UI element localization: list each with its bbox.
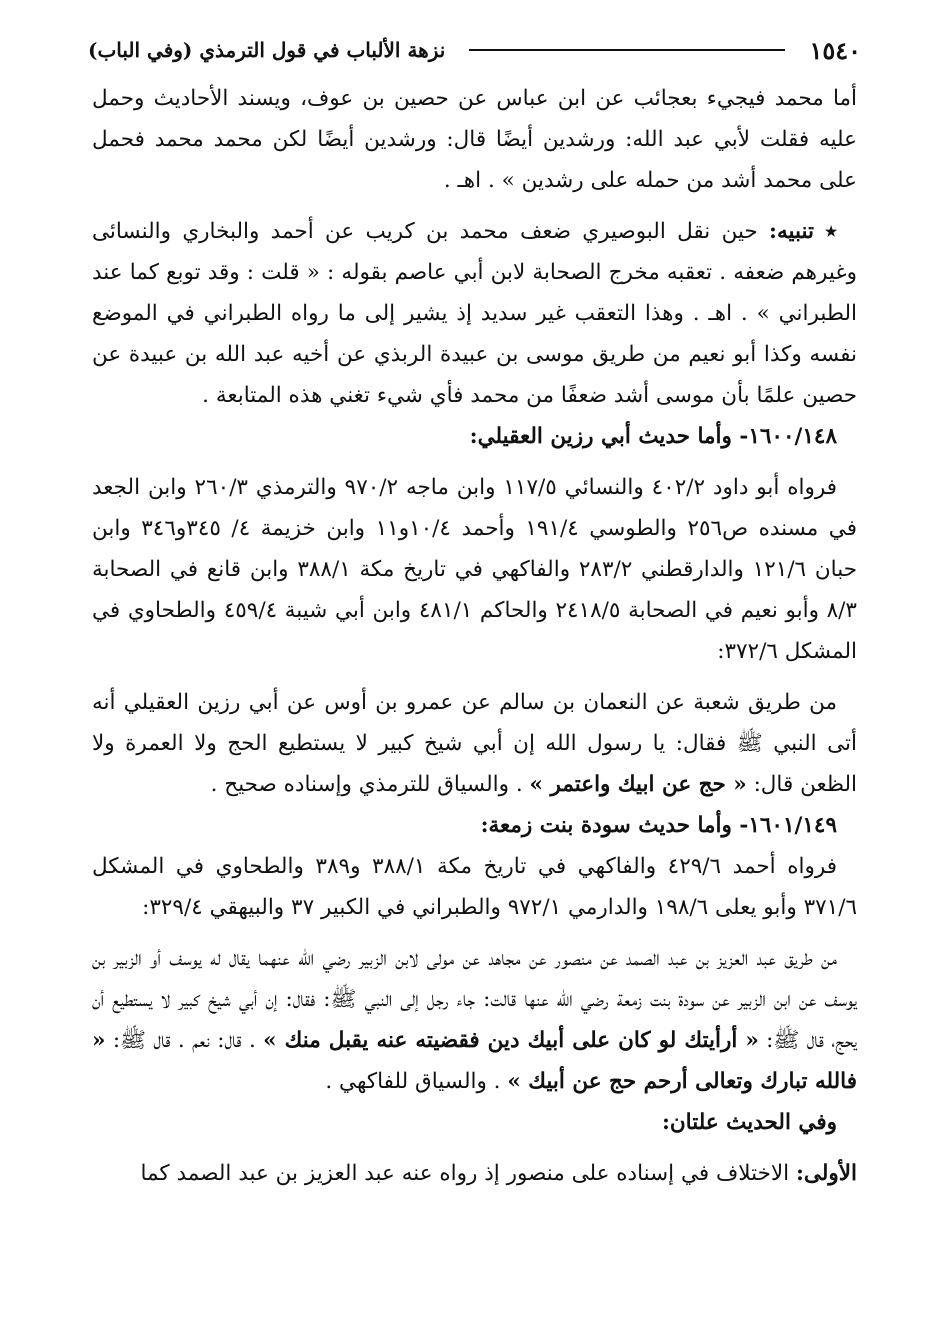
note-text: حين نقل البوصيري ضعف محمد بن كريب عن أحمد والبخاري والنسائى وغيرهم ضعفه . تعقبه مخرج الصحابة لابن أبي عاصم بقوله : « قلت : وقد توبع كما عند الطبراني » . اهـ . وهذا التعقب غير سديد إذ يشير إلى ما رواه الطبراني في الموضع نفسه وكذا أبو نعيم من طريق موسى بن عبيدة الربذي عن أخيه عبد الله بن عبيدة عن حصين علمًا بأن موسى أشد ضعفًا من محمد فأي شيء تغني هذه المتابعة .	[92, 219, 857, 408]
paragraph-sources-2: فرواه أحمد ٤٢٩/٦ والفاكهي في تاريخ مكة ٣٨٨/١ و٣٨٩ والطحاوي في المشكل ٣٧١/٦ وأبو يعلى ١٩٨/٦ والدارمي ٩٧٢/١ والطبراني في الكبير ٣٧ والبيهقي ٣٢٩/٤:	[92, 854, 857, 920]
spacer	[92, 928, 857, 938]
paragraph-sources-1: فرواه أبو داود ٤٠٢/٢ والنسائي ١١٧/٥ وابن ماجه ٩٧٠/٢ والترمذي ٢٦٠/٣ وابن الجعد في مسنده ص٢٥٦ والطوسي ١٩١/٤ وأحمد ١٠/٤و١١ وابن خزيمة ٤/ ٣٤٥و٣٤٦ وابن حبان ١٢١/٦ والدارقطني ٢٨٣/٢ والفاكهي في تاريخ مكة ٣٨٨/١ وابن قانع في الصحابة ٨/٣ وأبو نعيم في الصحابة ٢٤١٨/٥ والحاكم ٤٨١/١ وابن أبي شيبة ٤٥٩/٤ والطحاوي في المشكل ٣٧٢/٦:	[92, 475, 858, 664]
spacer	[92, 457, 857, 467]
chain-comment: . والسياق للترمذي وإسناده صحيح .	[210, 772, 530, 797]
defect-text: الاختلاف في إسناده على منصور إذ رواه عنه عبد العزيز بن عبد الصمد كما	[140, 1161, 796, 1186]
paragraph-chain-1	[92, 682, 857, 805]
paragraph-first-defect	[92, 1153, 857, 1194]
header-rule	[469, 49, 785, 51]
spacer	[92, 1143, 857, 1153]
defects-heading: وفي الحديث علتان:	[661, 1110, 837, 1135]
page-number: ١٥٤٠	[809, 35, 861, 65]
spacer	[92, 672, 857, 682]
chain-text: من طريق شعبة عن النعمان بن سالم عن عمرو بن أوس عن أبي رزين العقيلي أنه أتى النبي ﷺ فقال: يا رسول الله إن أبي شيخ كبير لا يستطيع الحج ولا العمرة ولا الظعن قال:	[92, 690, 857, 797]
section-heading-abi-razin: ١٦٠٠/١٤٨- وأما حديث أبي رزين العقيلي:	[469, 424, 837, 449]
chain-text: من طريق عبد العزيز بن عبد الصمد عن منصور عن مجاهد عن مولى لابن الزبير رضي الله عنهما يقال له يوسف أو الزبير بن يوسف عن ابن الزبير عن سودة بنت زمعة رضي الله عنها قالت: جاء رجل إلى النبي ﷺ: فقال: إن أبي شيخ كبير لا يستطيع أن يحج، قال ﷺ:	[92, 946, 857, 1053]
chain-text: . قال: نعم . قال ﷺ:	[105, 1028, 264, 1053]
page-body	[92, 78, 857, 1194]
hadith-quote: « فالله تبارك وتعالى أرحم حج عن أبيك »	[92, 1028, 857, 1094]
chain-comment: . والسياق للفاكهي .	[325, 1069, 508, 1094]
spacer	[92, 201, 857, 211]
hadith-quote: « حج عن ابيك واعتمر »	[529, 772, 747, 797]
star-icon: ٭	[825, 219, 837, 244]
paragraph-chain-2	[92, 938, 857, 1102]
note-paragraph	[92, 211, 857, 416]
section-heading-sawda: ١٦٠١/١٤٩- وأما حديث سودة بنت زمعة:	[480, 813, 837, 838]
running-title: نزهة الألباب في قول الترمذي (وفي الباب)	[88, 38, 446, 62]
paragraph-intro: أما محمد فيجيء بعجائب عن ابن عباس عن حصين بن عوف، ويسند الأحاديث وحمل عليه فقلت لأبي عبد الله: ورشدين أيضًا قال: ورشدين أيضًا لكن محمد محمد فحمل على محمد أشد من حمله على رشدين » . اهـ .	[92, 86, 857, 193]
note-label: تنبيه:	[769, 219, 814, 244]
defect-label: الأولى:	[795, 1161, 857, 1186]
page-header	[88, 30, 861, 70]
hadith-quote: « أرأيتك لو كان على أبيك دين فقضيته عنه يقبل منك »	[263, 1028, 759, 1053]
